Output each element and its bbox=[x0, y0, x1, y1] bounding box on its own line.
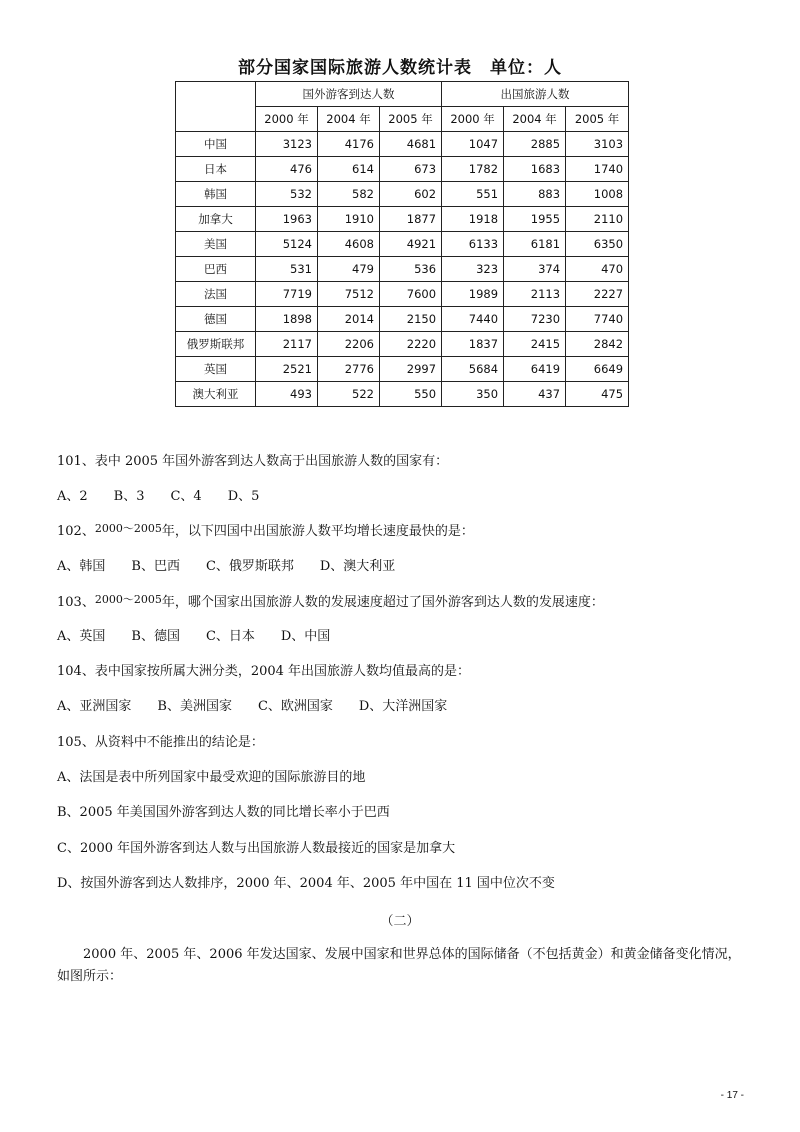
value-cell: 1782 bbox=[442, 157, 504, 182]
value-cell: 476 bbox=[256, 157, 318, 182]
question-102-number: 102、 bbox=[57, 524, 95, 539]
value-cell: 5684 bbox=[442, 357, 504, 382]
value-cell: 7719 bbox=[256, 282, 318, 307]
group-header-inbound: 国外游客到达人数 bbox=[256, 82, 442, 107]
value-cell: 7600 bbox=[380, 282, 442, 307]
table-row bbox=[176, 157, 629, 182]
value-cell: 522 bbox=[318, 382, 380, 407]
value-cell: 2220 bbox=[380, 332, 442, 357]
value-cell: 4921 bbox=[380, 232, 442, 257]
value-cell: 2113 bbox=[504, 282, 566, 307]
value-cell: 1910 bbox=[318, 207, 380, 232]
year-header: 2000 年 bbox=[442, 107, 504, 132]
value-cell: 883 bbox=[504, 182, 566, 207]
country-name-cell: 美国 bbox=[176, 232, 256, 257]
value-cell: 6350 bbox=[566, 232, 629, 257]
value-cell: 374 bbox=[504, 257, 566, 282]
value-cell: 1898 bbox=[256, 307, 318, 332]
question-103-options: A、英国 B、德国 C、日本 D、中国 bbox=[57, 629, 331, 644]
country-name-cell: 澳大利亚 bbox=[176, 382, 256, 407]
value-cell: 2997 bbox=[380, 357, 442, 382]
year-header: 2005 年 bbox=[566, 107, 629, 132]
value-cell: 7440 bbox=[442, 307, 504, 332]
value-cell: 2842 bbox=[566, 332, 629, 357]
section-heading: （二） bbox=[380, 914, 420, 929]
question-101-options: A、2 B、3 C、4 D、5 bbox=[57, 489, 260, 504]
value-cell: 350 bbox=[442, 382, 504, 407]
country-name-cell: 德国 bbox=[176, 307, 256, 332]
value-cell: 4608 bbox=[318, 232, 380, 257]
value-cell: 2206 bbox=[318, 332, 380, 357]
tourism-stats-table bbox=[175, 81, 629, 407]
question-103-years: 2000～2005 bbox=[94, 593, 162, 606]
value-cell: 479 bbox=[318, 257, 380, 282]
value-cell: 6649 bbox=[566, 357, 629, 382]
question-102 bbox=[57, 522, 474, 542]
page-number: - 17 - bbox=[720, 1090, 744, 1101]
section-paragraph: 2000 年、2005 年、2006 年发达国家、发展中国家和世界总体的国际储备（不包括黄金）和黄金储备变化情况，如图所示： bbox=[57, 947, 741, 984]
value-cell: 2415 bbox=[504, 332, 566, 357]
year-header: 2000 年 bbox=[256, 107, 318, 132]
value-cell: 6419 bbox=[504, 357, 566, 382]
table-row bbox=[176, 207, 629, 232]
question-103-text: 年，哪个国家出国旅游人数的发展速度超过了国外游客到达人数的发展速度： bbox=[161, 595, 604, 610]
value-cell: 673 bbox=[380, 157, 442, 182]
value-cell: 493 bbox=[256, 382, 318, 407]
question-102-text: 年，以下四国中出国旅游人数平均增长速度最快的是： bbox=[161, 524, 474, 539]
value-cell: 2227 bbox=[566, 282, 629, 307]
question-103 bbox=[57, 593, 604, 613]
value-cell: 614 bbox=[318, 157, 380, 182]
value-cell: 2776 bbox=[318, 357, 380, 382]
value-cell: 550 bbox=[380, 382, 442, 407]
value-cell: 602 bbox=[380, 182, 442, 207]
value-cell: 4176 bbox=[318, 132, 380, 157]
question-105-option-a: A、法国是表中所列国家中最受欢迎的国际旅游目的地 bbox=[57, 770, 366, 785]
question-101: 101、表中 2005 年国外游客到达人数高于出国旅游人数的国家有： bbox=[57, 454, 449, 469]
year-header: 2005 年 bbox=[380, 107, 442, 132]
value-cell: 437 bbox=[504, 382, 566, 407]
value-cell: 7512 bbox=[318, 282, 380, 307]
country-name-cell: 俄罗斯联邦 bbox=[176, 332, 256, 357]
value-cell: 2117 bbox=[256, 332, 318, 357]
table-row bbox=[176, 232, 629, 257]
question-102-years: 2000～2005 bbox=[94, 522, 162, 535]
question-102-options: A、韩国 B、巴西 C、俄罗斯联邦 D、澳大利亚 bbox=[57, 559, 396, 574]
value-cell: 7740 bbox=[566, 307, 629, 332]
value-cell: 2885 bbox=[504, 132, 566, 157]
value-cell: 551 bbox=[442, 182, 504, 207]
value-cell: 1918 bbox=[442, 207, 504, 232]
value-cell: 532 bbox=[256, 182, 318, 207]
value-cell: 1877 bbox=[380, 207, 442, 232]
question-104: 104、表中国家按所属大洲分类，2004 年出国旅游人数均值最高的是： bbox=[57, 664, 471, 679]
table-row bbox=[176, 382, 629, 407]
question-104-options: A、亚洲国家 B、美洲国家 C、欧洲国家 D、大洋洲国家 bbox=[57, 699, 448, 714]
value-cell: 4681 bbox=[380, 132, 442, 157]
value-cell: 5124 bbox=[256, 232, 318, 257]
country-name-cell: 韩国 bbox=[176, 182, 256, 207]
value-cell: 6133 bbox=[442, 232, 504, 257]
value-cell: 2014 bbox=[318, 307, 380, 332]
value-cell: 1955 bbox=[504, 207, 566, 232]
value-cell: 6181 bbox=[504, 232, 566, 257]
country-name-cell: 法国 bbox=[176, 282, 256, 307]
value-cell: 1837 bbox=[442, 332, 504, 357]
table-row bbox=[176, 132, 629, 157]
country-name-cell: 英国 bbox=[176, 357, 256, 382]
group-header-outbound: 出国旅游人数 bbox=[442, 82, 629, 107]
value-cell: 1008 bbox=[566, 182, 629, 207]
country-name-cell: 加拿大 bbox=[176, 207, 256, 232]
value-cell: 536 bbox=[380, 257, 442, 282]
table-title: 部分国家国际旅游人数统计表 单位：人 bbox=[238, 58, 562, 78]
value-cell: 470 bbox=[566, 257, 629, 282]
value-cell: 2150 bbox=[380, 307, 442, 332]
value-cell: 323 bbox=[442, 257, 504, 282]
value-cell: 531 bbox=[256, 257, 318, 282]
value-cell: 3123 bbox=[256, 132, 318, 157]
value-cell: 1047 bbox=[442, 132, 504, 157]
question-105-option-c: C、2000 年国外游客到达人数与出国旅游人数最接近的国家是加拿大 bbox=[57, 841, 456, 856]
table-row bbox=[176, 357, 629, 382]
year-header: 2004 年 bbox=[318, 107, 380, 132]
value-cell: 7230 bbox=[504, 307, 566, 332]
value-cell: 1740 bbox=[566, 157, 629, 182]
table-corner-cell bbox=[176, 82, 256, 132]
value-cell: 2521 bbox=[256, 357, 318, 382]
value-cell: 1683 bbox=[504, 157, 566, 182]
question-105-option-b: B、2005 年美国国外游客到达人数的同比增长率小于巴西 bbox=[57, 805, 390, 820]
table-group-header-row bbox=[176, 82, 629, 107]
value-cell: 1963 bbox=[256, 207, 318, 232]
year-header: 2004 年 bbox=[504, 107, 566, 132]
country-name-cell: 中国 bbox=[176, 132, 256, 157]
value-cell: 475 bbox=[566, 382, 629, 407]
table-row bbox=[176, 332, 629, 357]
value-cell: 3103 bbox=[566, 132, 629, 157]
table-row bbox=[176, 257, 629, 282]
table-row bbox=[176, 182, 629, 207]
value-cell: 1989 bbox=[442, 282, 504, 307]
question-105-option-d: D、按国外游客到达人数排序，2000 年、2004 年、2005 年中国在 11 国中位次不变 bbox=[57, 876, 555, 891]
question-105: 105、从资料中不能推出的结论是： bbox=[57, 735, 264, 750]
value-cell: 582 bbox=[318, 182, 380, 207]
table-row bbox=[176, 282, 629, 307]
table-row bbox=[176, 307, 629, 332]
question-103-number: 103、 bbox=[57, 595, 95, 610]
value-cell: 2110 bbox=[566, 207, 629, 232]
country-name-cell: 日本 bbox=[176, 157, 256, 182]
country-name-cell: 巴西 bbox=[176, 257, 256, 282]
